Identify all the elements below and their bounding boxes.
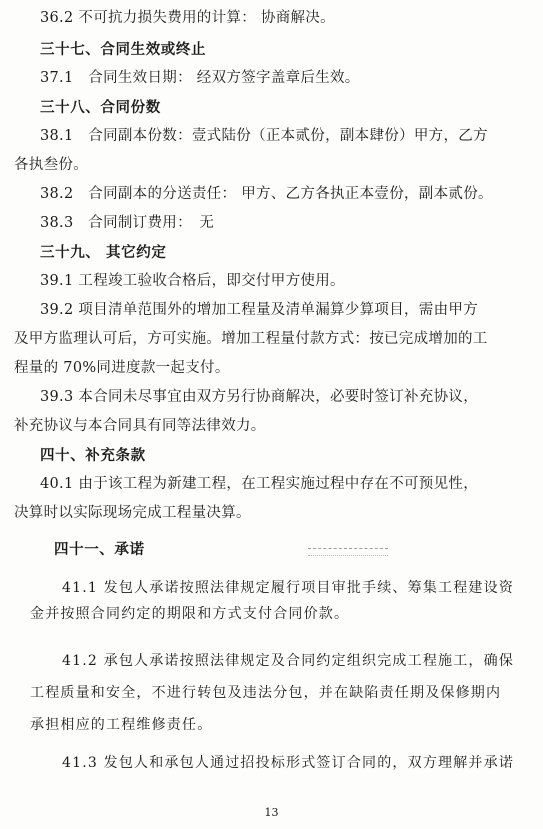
clause-39-2-line-1: 39.2 项目清单范围外的增加工程量及清单漏算少算项目，需由甲方 bbox=[40, 302, 478, 318]
clause-41-2-line-2: 工程质量和安全，不进行转包及违法分包，并在缺陷责任期及保修期内 bbox=[30, 685, 502, 701]
handwritten-mark bbox=[308, 548, 388, 556]
clause-38-1-line-2: 各执叁份。 bbox=[14, 157, 88, 173]
section-heading-38: 三十八、合同份数 bbox=[40, 100, 161, 116]
clause-41-1-line-1: 41.1 发包人承诺按照法律规定履行项目审批手续、筹集工程建设资 bbox=[62, 580, 515, 596]
clause-38-1-line-1: 38.1 合同副本份数：壹式陆份（正本贰份，副本肆份）甲方，乙方 bbox=[40, 128, 488, 144]
clause-41-1-line-2: 金并按照合同约定的期限和方式支付合同价款。 bbox=[30, 606, 350, 622]
clause-39-3-line-1: 39.3 本合同未尽事宜由双方另行协商解决，必要时签订补充协议， bbox=[40, 389, 478, 405]
clause-39-2-line-2: 及甲方监理认可后，方可实施。增加工程量付款方式：按已完成增加的工 bbox=[14, 331, 488, 347]
section-heading-40: 四十、补充条款 bbox=[40, 448, 146, 464]
clause-39-3-line-2: 补充协议与本合同具有同等法律效力。 bbox=[14, 418, 266, 434]
clause-40-1-line-2: 决算时以实际现场完成工程量决算。 bbox=[14, 505, 251, 521]
clause-40-1-line-1: 40.1 由于该工程为新建工程，在工程实施过程中存在不可预见性， bbox=[40, 476, 478, 492]
clause-39-1: 39.1 工程竣工验收合格后，即交付甲方使用。 bbox=[40, 273, 345, 289]
clause-38-3: 38.3 合同制订费用： 无 bbox=[40, 215, 215, 231]
section-heading-37: 三十七、合同生效或终止 bbox=[40, 42, 207, 58]
clause-41-2-line-3: 承担相应的工程维修责任。 bbox=[30, 717, 213, 733]
clause-38-2: 38.2 合同副本的分送责任： 甲方、乙方各执正本壹份，副本贰份。 bbox=[40, 186, 493, 202]
clause-41-2-line-1: 41.2 承包人承诺按照法律规定及合同约定组织完成工程施工，确保 bbox=[62, 653, 515, 669]
clause-41-3-line-1: 41.3 发包人和承包人通过招投标形式签订合同的，双方理解并承诺 bbox=[62, 755, 515, 771]
clause-37-1: 37.1 合同生效日期： 经双方签字盖章后生效。 bbox=[40, 70, 360, 86]
section-heading-39: 三十九、 其它约定 bbox=[40, 245, 167, 261]
section-heading-41: 四十一、承诺 bbox=[54, 542, 145, 558]
clause-39-2-line-3: 程量的 70%同进度款一起支付。 bbox=[14, 360, 230, 376]
page-number: 13 bbox=[264, 806, 279, 819]
clause-36-2: 36.2 不可抗力损失费用的计算： 协商解决。 bbox=[40, 10, 335, 26]
